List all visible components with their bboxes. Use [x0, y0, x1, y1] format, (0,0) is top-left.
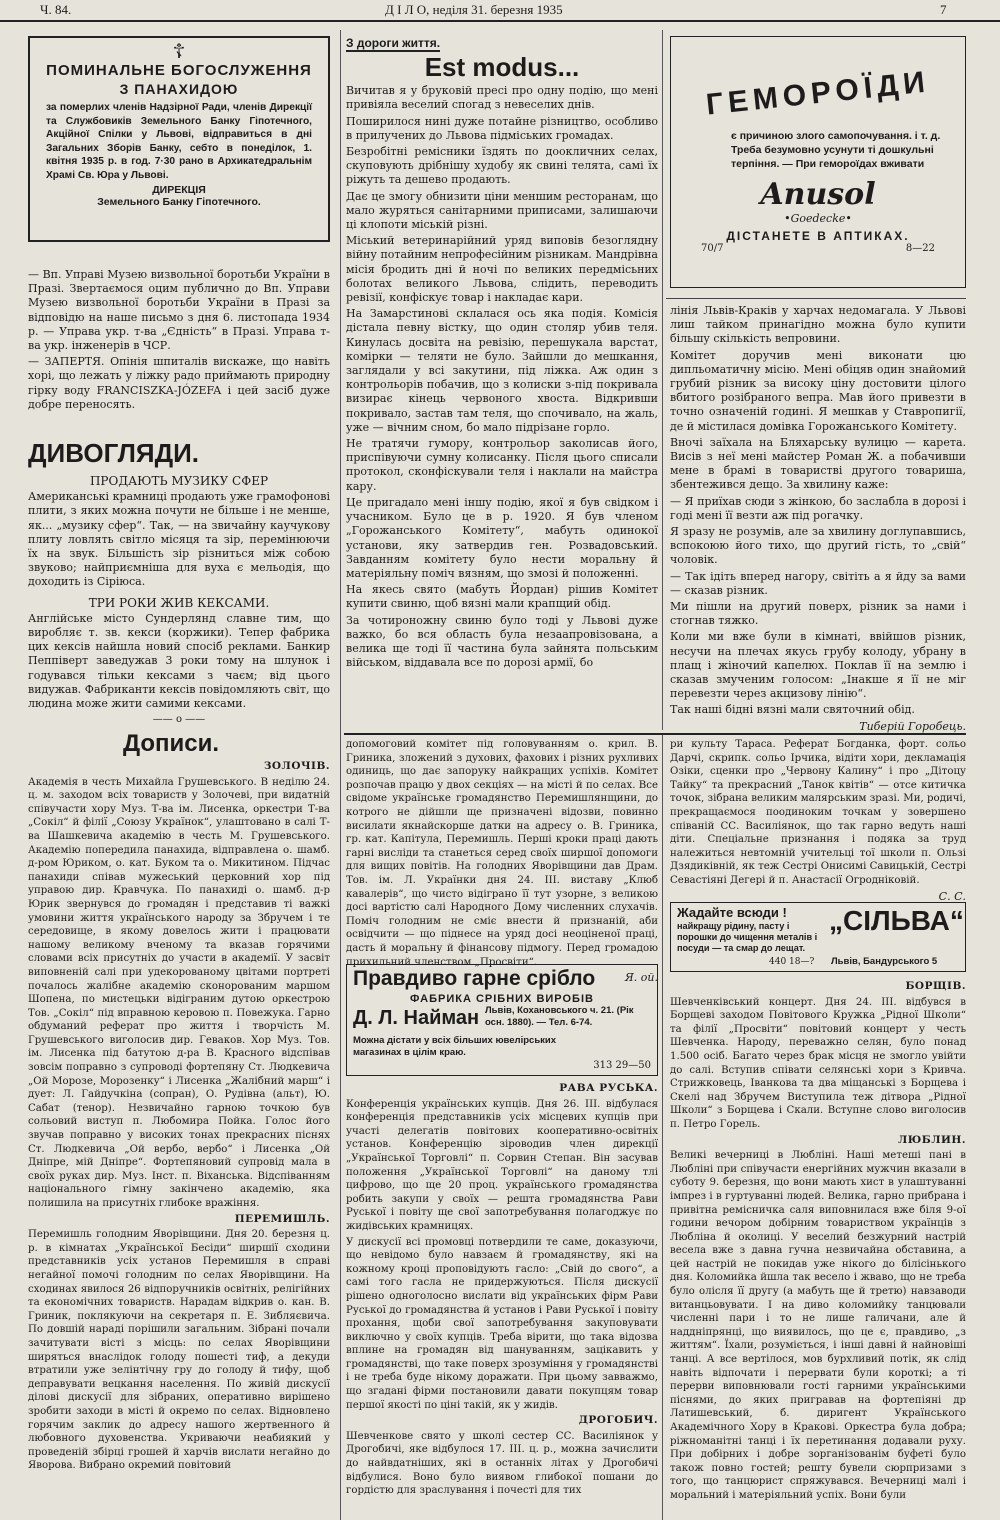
- est-modus-para: Міський ветеринарійний уряд виповів безоглядну війну потайним непрофесійним різникам. Мандрівна місія бродить дні й ночі по великих передмісьних болотах великого Львова, слідить, переводить ревізії, конфіскує товар і накладає кари.: [346, 234, 658, 305]
- report-right-top: [670, 738, 966, 903]
- report-middle-sign: Я. ой.: [624, 971, 658, 985]
- ad-silver-name: Д. Л. Найман: [353, 1007, 480, 1029]
- reports-right-lower: [670, 978, 966, 1520]
- ad-silva-call: Жадайте всюди !: [677, 905, 787, 920]
- est-modus-cont-para: — Я приїхав сюди з жінкою, бо заслабла в дорозі і годі мені її везти аж під рогачку.: [670, 494, 966, 522]
- section-divider: —— о ——: [152, 714, 206, 725]
- ad-anusol-code-left: 70/7: [701, 243, 724, 254]
- est-modus-cont-para: Я зразу не розумів, але за хвилину доглупавшись, вспокоюю його тихо, що другий гість, то „свій“ чоловік.: [670, 525, 966, 567]
- est-modus-cont-para: Коли ми вже були в кімнаті, ввійшов різник, несучи на плечах якусь грубу колоду, убрану в плащ і жіночий капелюх. Поклав її на землю і сказав змученим голосом: „Інакше я її не міг перевезти через акцизову лінію“.: [670, 630, 966, 701]
- memorial-text: за померлих членів Надзірної Ради, членів Дирекції та Службовиків Земельного Банку Гіпотечного, Акційної Спілки у Львові, відправиться в дні Загальних Зборів Банку, себто в понеділок, 1. квітня 1935 р. в год. 7·30 рано в Архикатедральнім Храмі Св. Юра у Львові.: [46, 102, 312, 181]
- est-modus-cont-para: Так наші бідні вязні мали святочний обід.: [670, 703, 915, 717]
- place-peremyshl: ПЕРЕМИШЛЬ.: [234, 1212, 330, 1225]
- ad-silva-brand: „СІЛЬВА“: [829, 905, 964, 936]
- est-modus-continued: [670, 304, 966, 733]
- ad-silver-address: Львів, Кохановського ч. 21. (Рік осн. 1880). — Тел. 6-74.: [485, 1005, 634, 1028]
- curiosities-sub-2: ТРИ РОКИ ЖИВ КЕКСАМИ.: [88, 595, 270, 610]
- notice-museum: — Вп. Управі Музею визвольної боротьби України в Празі. Звертаємося оцим публично до Вп. Управи Музею визвольної боротьби України в Празі за відповідю на наше письмо з дня 6. листопада 1934 р. — Управа укр. т-ва „Єдність“ в Празі. Управа т-ва укр. інженерів в ЧСР.: [28, 268, 330, 353]
- ad-anusol-cta: ДІСТАНЕТЕ В АПТИКАХ.: [726, 229, 910, 243]
- reports-title: Дописи.: [123, 730, 220, 757]
- est-modus-cont-para: Ми пішли на другий поверх, різник за нами і стогнав тяжко.: [670, 600, 966, 628]
- est-modus-para: Дає це змогу обнизити ціни меншим ресторанам, що мало журяться санітарними приписами, залишаючи ці клопоти міській різні.: [346, 189, 658, 232]
- ad-silva-city: Львів, Бандурського 5: [831, 956, 938, 967]
- memorial-subtitle: З ПАНАХИДОЮ: [119, 81, 239, 97]
- place-bortsiv: БОРЩІВ.: [905, 980, 966, 992]
- est-modus-para: Не тратячи гумору, контрольор заколисав його, приспівуючи сумну колисанку. Після цього списали протокол, сконфіскували теля і наклали на майстра кару.: [346, 437, 658, 493]
- reports-section: [28, 730, 330, 1520]
- ad-anusol-text: є причиною злого самопочування. і т. д. Треба безумовно усунути ті дошкульні терпіння. — При гемороїдах вживати: [731, 130, 941, 170]
- column-rule-right-lower: [662, 735, 663, 1520]
- est-modus-title: Est modus...: [424, 52, 580, 83]
- curiosities-para-2: Англійське місто Сундерлянд славне тим, що виробляє т. зв. кекси (коржики). Тепер фабрика цих кексів найшла новий спосіб реклами. Банкир Пеппіверт заведужав 3 роки тому на шлунок і годувався тільки кексами з чаєм; від цього видужав. Фабриканти кексів повідомляють світ, що людина може жити самими кексами.: [28, 611, 330, 711]
- est-modus-para: На якесь свято (мабуть Йордан) рішив Комітет купити свиню, щоб вязні мали крапщий обід.: [346, 583, 658, 611]
- ad-anusol-title: ГЕМОРОЇДИ: [704, 65, 932, 122]
- est-modus-kicker: З дороги життя.: [346, 36, 440, 52]
- mid-rule: [344, 733, 966, 735]
- est-modus-para: Безробітні ремісники їздять по доокличних селах, скуповують дрібнішу худобу як свині телята, самі їх ріжуть та дешево продають.: [346, 145, 658, 187]
- ad-silver-factory: ФАБРИКА СРІБНИХ ВИРОБІВ: [410, 993, 594, 1005]
- est-modus-author: Тиберій Горобець.: [859, 719, 966, 733]
- masthead-date: Д І Л О, неділя 31. березня 1935: [385, 2, 563, 17]
- ad-anusol: [670, 36, 966, 288]
- cross-icon: ☦: [172, 39, 186, 63]
- report-rava-2: У дискусії всі промовці потвердили те саме, доказуючи, що невідомо було навзаєм й громадянству, які на кожному кроці проповідують гасло: „Свій до свого“, а самі того гасла не придержуються. Після дискусії рішено одноголосно вислати від українських фірм Рави Руської до громадянства й установ і Рави Руської і повіту прохання, щоби свої запотребування закуповувати виключно у своїх купців. Треба вірити, що така відозва вплине на громадян від шануванням, зацікавить у громадянстві, що таке поверх зрозуміння у громадянстві і не треба буде нікому доражати. При цьому завважмо, що згадані фірми постановили давати покупцям товар першої якості по ціні такій, як у жидів.: [346, 1236, 658, 1411]
- curiosities-title: ДИВОГЛЯДИ.: [28, 438, 200, 468]
- curiosities-para-1: Американські крамниці продають уже грамофонові плити, з яких можна почути не більше і не менше, як... „музику сфер“. Так, — на звичайну каучукову плиту ловлять світло місяця та зір, перемінюючи їх на звук. Більшість зір різниться між собою звуково; найприємніша для вуха є мельодія, що доходить із Сіріюса.: [28, 490, 330, 589]
- report-right-para: ри культу Тараса. Реферат Богданка, форт. сольо Дарчі, скрипк. сольо Ірчика, відіти хори, декламація Озіки, сценки про „Червону Калину“ і про „Дітоцу Тайку“ та прекрасний „Танок квітів“ — отсе китичка точок, зібрана великим малярським зразі. Ми, родичі, прекращаємося поодиноким точкам у зовершено співаній СС. Василіянок, що так гарно ведуть наші діти. Спеціальне признання і подяка за труд належиться невтомній учительці тої школи п. Ользі Дзядиківній, як теж Сестрі Онисимі Савицькій, Сестрі Севастіяні Дегері й п. Анастасії Огродніковій.: [670, 739, 966, 886]
- place-zolochiv: ЗОЛОЧІВ.: [263, 760, 330, 772]
- report-drohobych: Шевченкове свято у школі сестер СС. Василіянок у Дрогобичі, яке відбулося 17. ІІІ. ц. р., можна зачислити до найвдатніших, які в останніх літах у Дрогобичі відбулися. Воно було виявом глибокої пошани до гордістю для зраслування і почесті для тих: [346, 1430, 658, 1497]
- memorial-sign-1: ДИРЕКЦІЯ: [152, 184, 206, 196]
- report-right-sign: С. С.: [938, 889, 966, 903]
- memorial-notice: [28, 36, 330, 242]
- ad-silver: [346, 964, 658, 1076]
- report-rava-1: Конференція українських купців. Дня 26. ІІІ. відбулася конференція представників усіх місцевих купців при участі делегатів повітових кооперативно-освітніх установ. Конференцію зіроводив член дирекції „Української Торговлі“ п. Сорвин Степан. Він засував положення „Української Торговлі“ на даному тлі цифрово, що ще 20 проц. українського громадянства робить закупи у своїх — решта громадянства Рави Руської і повіту ще свої запотребування полагоджує по жидівських крамницях.: [346, 1098, 658, 1232]
- est-modus-para: Це пригадало мені іншу подію, якої я був свідком і учасником. Було це в р. 1920. Я був членом „Горожанського Комітету“, мабуть одинокої установи, яку затвердив ген. Розвадовський. Завданням комітету було нести моральну й матеріяльну поміч вязням, що змозі й положенні.: [346, 495, 658, 580]
- report-middle-para: допомоговий комітет під головуванням о. крил. В. Гриника, зложений з духових, фахових і різних рухливих одиниць, що дає запоруку найкращих успіхів. Комітет розпочав працю у двох секціях — на місті й по селах. Все свідоме українське громадянство Перемишлянщини, до котрого не дійшли ще призначені відозви, повинно висилати якнайскорше датки на адресу о. В. Гриника, гр. кат. Капітула, Перемишль. Перші кроки праці дають гарні висліди та станеться серед своїх ширшої допомоги для вищих повітів. На голодних Яворівщини дав Драм. Тов. ім. Л. Українки дня 24. ІІІ. виставу „Клюб кавалерів“, що чисто відіграно її тут узорне, з великою досі вартістю салі Народного Дому численних слухачів. Поміч голодним не сміє внести й признаній, аби освідчити — що піднесе на уряд досі неоціненої праці, дасть й моральну й фінансову підмогу. Перед громадою прихильний членством „Просвіти“.: [346, 739, 658, 968]
- issue-number: Ч. 84.: [40, 2, 72, 17]
- ad-silva-code: 440 18—?: [769, 957, 815, 967]
- report-peremyshl: Перемишль голодним Яворівщини. Дня 20. березня ц. р. в кімнатах „Української Бесіди“ ширшії сходини представників усіх установ Перемишля в справі негайної помочі голодним по селах Яворівщини. На сходинах явилося 26 відпоручників освітніх, релігійних та економічних товариств. Нарадам відкрив о. кан. В. Гриник, поклякуючи на секретаря п. Е. Зибляєвича. По довшій нараді порішили загальним. Зібрані почали зачитувати вісті з місць: по селах Яворівщини ширяться внаслідок голоду пошесті тиф, а декуди втратили уже зелінтічну гру до голоду й тифу, щоб деправувати вецкання населення. По живій дискусії ділові дискусії для зібраних, оперативно вирішено зробити заходи в місті й окремо по селах. Відновлено горячим заклик до адресу нашого жертвенного й любовного духовенства. Укриваючи неабиякий у проведеній збірці грошей й харчів вислати негайно до Яворова. Вибрано окремий повітовий: [28, 1229, 330, 1472]
- ad-rule: [666, 298, 966, 299]
- ad-silver-code: 313 29—50: [593, 1060, 651, 1071]
- est-modus-cont-para: — Так ідіть вперед нагору, світіть а я йду за вами — сказав різник.: [670, 569, 966, 597]
- column-rule-right: [662, 30, 663, 730]
- place-rava: РАВА РУСЬКА.: [559, 1082, 658, 1094]
- reports-rava: [346, 1080, 658, 1520]
- page-number: 7: [940, 2, 947, 17]
- memorial-sign-2: Земельного Банку Гіпотечного.: [97, 196, 261, 208]
- curiosities-section: [28, 438, 330, 713]
- est-modus-para: На Замарстинові склалася ось яка подія. Комісія дістала певну вістку, що один столяр убив теля. Кинулась досвіта на ревізію, перешукала варстат, комірки — теляти не було. Зайшли до мешкання, заглядали у всі закутини, під ліжка. Аж один з контрольорів побачив, що з колиски з-під покривала визирає кінець червоного хвоста. Відкривши покривало, застав там теля, що спочивало, на жаль, уже — вічним сном, бо мало підрізане горло.: [346, 307, 658, 434]
- est-modus-para: Вичитав я у бруковій пресі про одну подію, що мені привіяла веселий спогад з невеселих днів.: [346, 84, 658, 112]
- ad-silva-desc: найкращу рідину, пасту і порошки до чищення металів і посуди — та смар до лещат.: [677, 921, 818, 953]
- place-lublin: ЛЮБЛИН.: [897, 1133, 966, 1146]
- est-modus-para: Поширилося нині дуже потайне різництво, особливо в прилучених до Львова підміських громадах.: [346, 114, 658, 142]
- est-modus-cont-para: лінія Львів-Краків у харчах недомагала. У Львові лиш тайком принагідно можна було купити більшу скількість вепровини.: [670, 304, 966, 346]
- report-zolochiv: Академія в честь Михайла Грушевського. В неділю 24. ц. м. заходом всіх товариств у Золочеві, при видатній співучасти хору Муз. Т-ва ім. Лисенка, оркестри Т-ва „Сокіл“ й філії „Союзу Українок“, улаштовано в салі Т-ва Шашкевича академію в честь М. Грушевського. Академію попередила панахида, відправлена о. шамб. д-ром Юриком, о. кат. Буком та о. Микитином. Підчас панахиди співав мужеський церковний хор під управою дир. Кравчука. По панахиді о. шамб. д-р Юрик звернувся до громадян і представив ті важкі умовини життя українського народу за Збручем і те середовище, в якому довелось жити і працювати нашому великому вченому та вказав горячими словами всіх присутніх до участи в академії. У засвіт виповненій салі при удекорованому цвітами портреті почалось жалібне академію сконорованим маршом Шопена, по мистецьки відіграним дутою оркестрою Тов. „Сокіл“ під вправною керовою п. Повежука. Гарно обдуманий реферат про життя і творчість М. Грушевського виголосив дир. Геваков. Хор Муз. Тов. ім. Лисенка під батутою д-ра В. Красного відспівав зовсім поправно з супроводі фортепяну Ст. Людкевича „Ой Морозе, Морозенку“ і Лисенка „Жалібний марш“ і дует: Л. Гайдучкіна (сопран), О. Рудівна (альт), Ю. Сабат (тенор). Незвичайно гарною точкою був сольовий виступ п. Любомира Пойка. Голос його звучав поправно у високих тонах прекрасних піснях Ст. Людкевича „Ой вербо, вербо“ і Лисенка „Ой Дніпре, мій Дніпре“. Фортепяновий супровід мала в своїх руках дир. Муз. Інст. п. Віханська. Відспіванням національного гімну закінчено академію, яка полишила на присутніх глибоке вражіння.: [28, 776, 330, 1209]
- ad-silver-row: [347, 1005, 657, 1035]
- ad-silver-title: Правдиво гарне срібло: [353, 967, 596, 990]
- place-drohobych: ДРОГОБИЧ.: [578, 1414, 658, 1427]
- ad-anusol-brand: Anusol: [760, 177, 876, 212]
- report-lublin: Великі вечерниці в Любліні. Наші метеші пані в Любліні при співучасти енергійних мужчин вказали в суботу 9. березня, що вони мають хист в улаштуванні імпрез і в гуртуванні людей. Велика, гарно прибрана і привітна ремісничка саля виповнилася вже біля 9-ої години вечором добірним товариством українців з Любліна й околиці. У веселий безжурний настрій весела вже з давна гучна незвичайна обставина, а цей настрій не покидав уже нікого до білісінького дня. Коломийка йшла так весело і жваво, що не треба було олісля її другу (а мабуть ще й третю) навзаводи витанцьовувати. І на диво коломийку танцювали численні пари і то не лише галичани, але й наддніпрянці, що виявилось, що це є, правдиво, „з життям“. Їхали, розуміється, і інші давні й найновіші танці. А все вертілося, мов бурхливий потік, як слід навіть відпочати і перервати були короткі; а ті перерви виповнювали гості гарними українськими піснями, до яких пригравав на фортепіяні др Латишевський, б. диригент Українського Академічного Хору в Кракові. Оркестра була добра; ріжноманітні танці і їх перетинання додавали руху. При добірних і добре зорганізованім буфеті було також повно гостей; решту бувели сюрпризами з того, що танцюрист спряжувався. Вечерниці малі і моральний і матеріяльний успіх. Вони були: [670, 1150, 966, 1501]
- curiosities-sub-1: ПРОДАЮТЬ МУЗИКУ СФЕР: [89, 474, 269, 488]
- ad-anusol-codes: [671, 243, 965, 257]
- memorial-title: ПОМИНАЛЬНЕ БОГОСЛУЖЕННЯ: [46, 62, 312, 79]
- est-modus-cont-para: Вночі заїхала на Бляхарську вулицю — карета. Висів з неї мені майстер Роман Ж. а побачивши мене в брамі в товаристві другого товариша, збентежився дещо. За хвилину каже:: [670, 435, 966, 492]
- ad-anusol-maker: •Goedecke•: [784, 212, 852, 225]
- notices: [28, 268, 330, 428]
- est-modus-cont-para: Комітет доручив мені виконати цю дипльоматичну місію. Мені обіцяв один знайомий грубий різник за високу ціну достовити цілого вбитого розібраного вепра. Мав його привезти в точно означеній годині. Я мешкав у Ставропигії, де й містилася домівка Горожанського Комітету.: [670, 348, 966, 433]
- notice-constipation: — ЗАПЕРТЯ. Опінія шпиталів вискаже, що навіть хорі, що лежать у ліжку радо приймають природну гірку воду FRANCISZKA-JÓZEFA і цей засіб дуже добре переносять.: [28, 355, 330, 411]
- est-modus-article: [346, 36, 658, 730]
- report-bortsiv: Шевченківський концерт. Дня 24. ІІІ. відбувся в Борщеві заходом Повітового Кружка „Рідної Школи“ та філії „Просвіти“ повітовий концерт у честь Шевченка. Народу, переважно селян, було понад 1.500 осіб. Багато через брак місця не змогло увійти до салі. Вступив співати селянські хори з Кривча. Стрижковець, Іванкова та два міщанські з Борщева і Скелі над Збручем Виступила теж дітвора „Рідної Школи“ з Борщева і Скали. Вступне слово виголосив п. Петро Горель.: [670, 996, 966, 1130]
- ad-silver-note: Можна дістати у всіх більших ювелірських магазинах в цілім краю.: [353, 1035, 557, 1058]
- page-header: [0, 0, 1000, 22]
- ad-anusol-code-right: 8—22: [905, 243, 935, 254]
- ad-silva: [670, 902, 966, 972]
- column-rule-left: [340, 30, 341, 1520]
- est-modus-para: За чотироножну свиню було тоді у Львові дуже важко, бо вся область була незаапровізована, а велика ще тоді її частина була зайнята польським військом, віддавала все по дорозі армії, бо: [346, 613, 658, 670]
